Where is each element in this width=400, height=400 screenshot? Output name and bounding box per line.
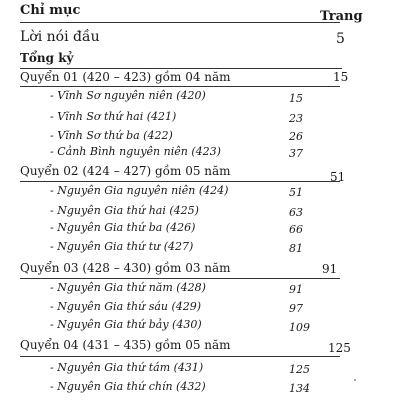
volume-label: Quyển 01 (420 – 423) gồm 04 năm bbox=[20, 70, 231, 84]
toc-entry-preface bbox=[0, 29, 400, 49]
item-label: - Vĩnh Sơ nguyên niên (420) bbox=[50, 89, 206, 102]
toc-item bbox=[0, 281, 400, 301]
toc-item bbox=[0, 110, 400, 130]
item-label: - Nguyên Gia thứ bảy (430) bbox=[50, 318, 202, 331]
item-page: 125 bbox=[289, 363, 310, 376]
volume-label: Quyển 03 (428 – 430) gồm 03 năm bbox=[20, 261, 231, 275]
item-page: 37 bbox=[289, 147, 303, 160]
item-label: - Vĩnh Sơ thứ hai (421) bbox=[50, 110, 177, 123]
toc-item bbox=[0, 361, 400, 381]
summary-rule bbox=[20, 68, 342, 69]
item-page: 97 bbox=[289, 302, 303, 315]
toc-item bbox=[0, 89, 400, 109]
item-page: 81 bbox=[289, 242, 303, 255]
toc-item bbox=[0, 184, 400, 204]
header-rule bbox=[20, 22, 340, 23]
item-page: 66 bbox=[289, 223, 303, 236]
toc-item bbox=[0, 145, 400, 165]
item-page: 51 bbox=[289, 186, 303, 199]
item-page: 15 bbox=[289, 92, 303, 105]
item-page: 63 bbox=[289, 206, 303, 219]
item-label: - Nguyên Gia nguyên niên (424) bbox=[50, 184, 229, 197]
volume-page: 51 bbox=[330, 170, 346, 184]
toc-item bbox=[0, 240, 400, 260]
entry-page: 5 bbox=[336, 31, 345, 47]
item-page: 26 bbox=[289, 130, 303, 143]
item-page: 134 bbox=[289, 382, 310, 395]
volume-page: 125 bbox=[328, 341, 351, 355]
volume-page: 91 bbox=[322, 262, 338, 276]
page-column-label: Trang bbox=[320, 9, 363, 24]
item-label: - Nguyên Gia thứ tám (431) bbox=[50, 361, 204, 374]
toc-item bbox=[0, 318, 400, 338]
item-page: 91 bbox=[289, 283, 303, 296]
toc-item bbox=[0, 221, 400, 241]
toc-title: Chỉ mục bbox=[20, 3, 81, 18]
volume-page: 15 bbox=[333, 70, 349, 84]
entry-label: Tổng kỷ bbox=[20, 51, 74, 65]
item-label: - Cảnh Bình nguyên niên (423) bbox=[50, 145, 221, 158]
item-page: 23 bbox=[289, 112, 303, 125]
entry-label: Lời nói đầu bbox=[20, 29, 100, 45]
volume-rule bbox=[20, 181, 340, 182]
toc-volume-04 bbox=[0, 338, 400, 358]
item-label: - Vĩnh Sơ thứ ba (422) bbox=[50, 129, 173, 142]
item-page: 109 bbox=[289, 321, 310, 334]
toc-header bbox=[0, 3, 400, 23]
volume-label: Quyển 04 (431 – 435) gồm 05 năm bbox=[20, 338, 231, 352]
toc-item bbox=[0, 380, 400, 400]
page-speck bbox=[354, 379, 356, 381]
volume-rule bbox=[20, 278, 340, 279]
item-label: - Nguyên Gia thứ năm (428) bbox=[50, 281, 206, 294]
item-label: - Nguyên Gia thứ sáu (429) bbox=[50, 300, 202, 313]
item-label: - Nguyên Gia thứ tư (427) bbox=[50, 240, 194, 253]
volume-label: Quyển 02 (424 – 427) gồm 05 năm bbox=[20, 164, 231, 178]
toc-volume-01 bbox=[0, 70, 400, 90]
item-label: - Nguyên Gia thứ ba (426) bbox=[50, 221, 196, 234]
item-label: - Nguyên Gia thứ chín (432) bbox=[50, 380, 206, 393]
volume-rule bbox=[20, 356, 340, 357]
volume-rule bbox=[20, 86, 340, 87]
toc-item bbox=[0, 300, 400, 320]
item-label: - Nguyên Gia thứ hai (425) bbox=[50, 204, 199, 217]
